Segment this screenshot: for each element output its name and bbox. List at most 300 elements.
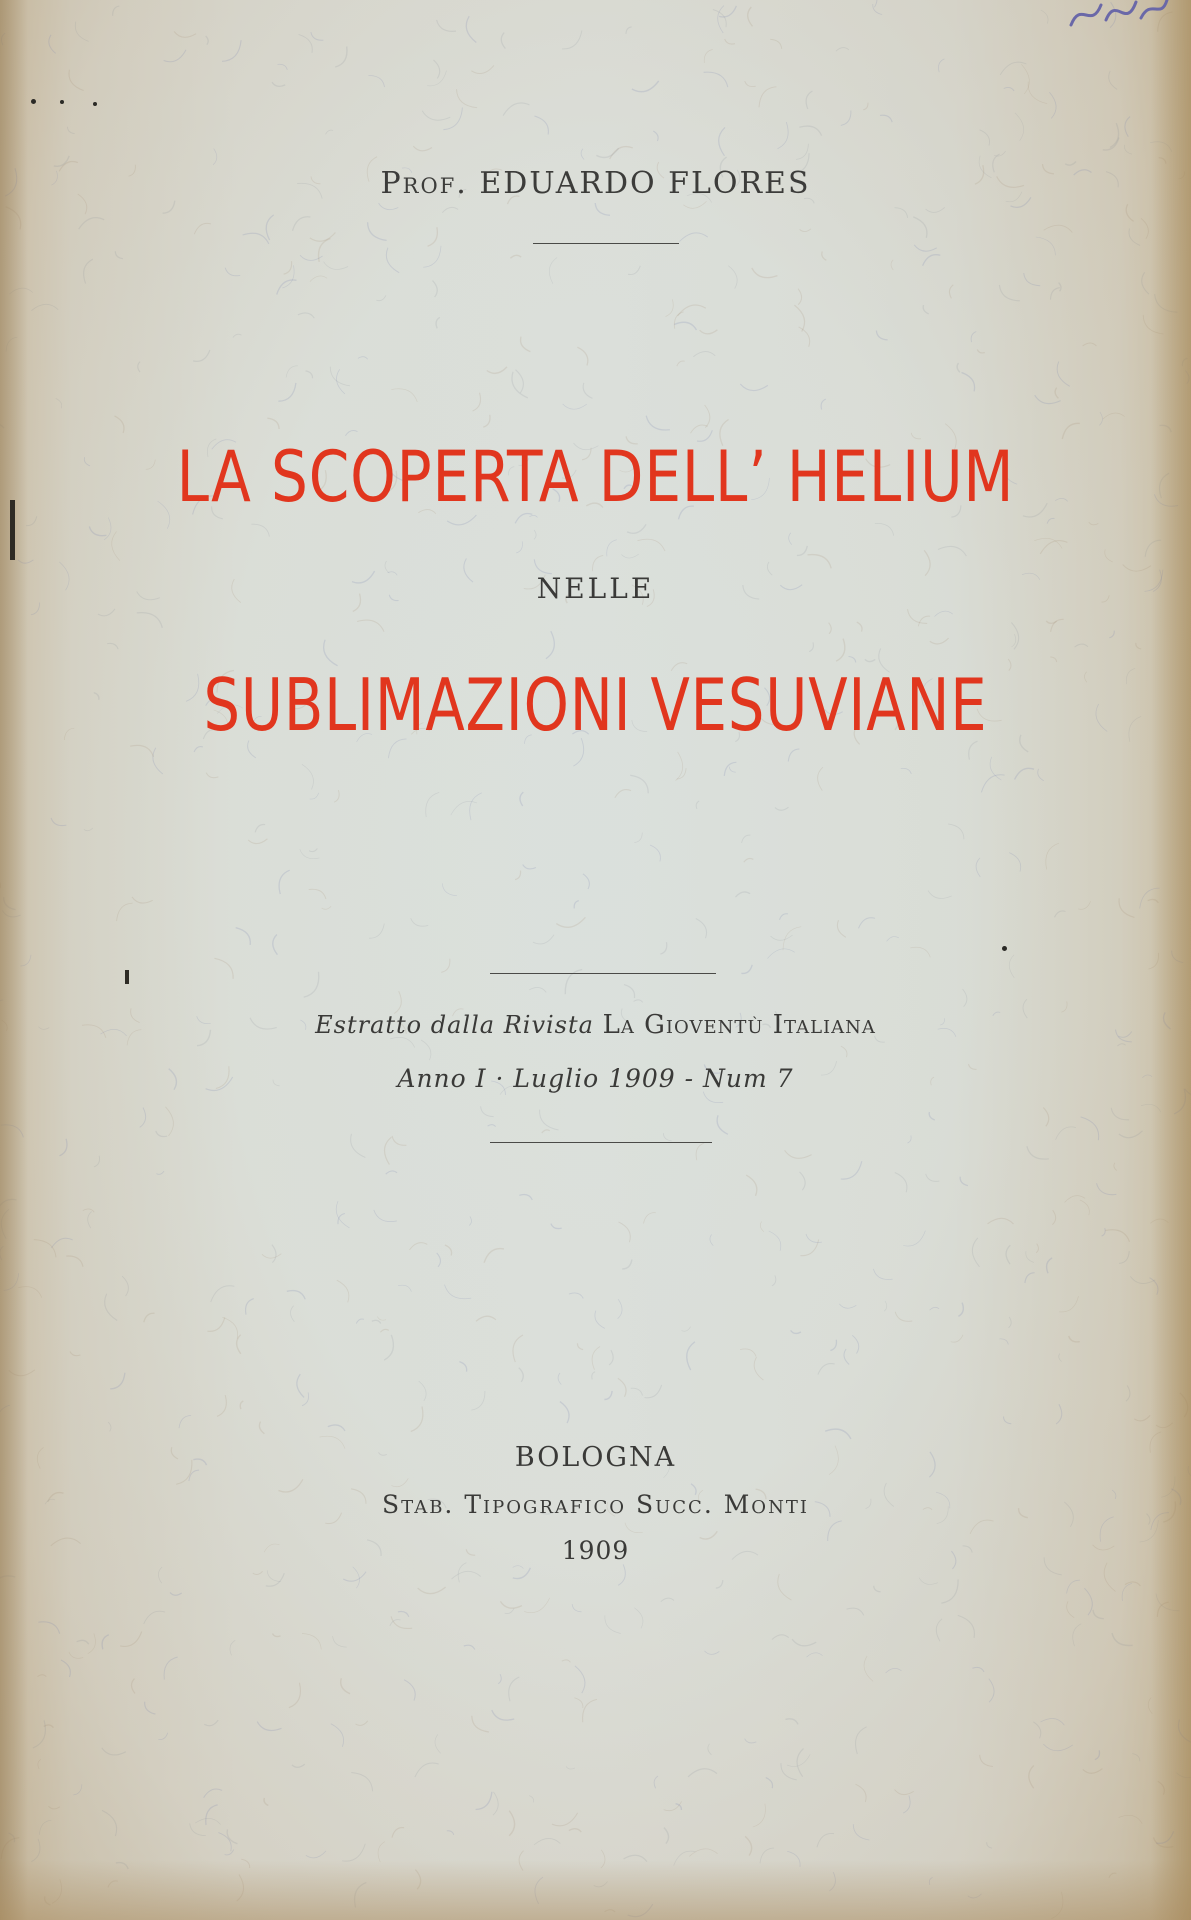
paper-fiber [428, 227, 438, 246]
paper-fiber [282, 265, 294, 288]
paper-fiber [949, 285, 953, 299]
paper-fiber [310, 233, 336, 242]
paper-fiber [1035, 395, 1061, 403]
paper-fiber [1029, 1766, 1034, 1789]
paper-fiber [663, 1133, 671, 1141]
paper-fiber [236, 928, 251, 945]
paper-fiber [809, 642, 813, 651]
paper-fiber [38, 1759, 41, 1769]
paper-fiber [535, 116, 549, 135]
paper-fiber [351, 1134, 366, 1158]
paper-fiber [64, 728, 74, 740]
paper-fiber [1059, 1296, 1078, 1312]
paper-fiber [98, 609, 115, 616]
paper-fiber [935, 611, 953, 616]
paper-fiber [533, 935, 554, 944]
paper-fiber [1142, 272, 1149, 294]
paper-fiber [970, 1520, 993, 1534]
paper-fiber [989, 1679, 994, 1703]
paper-fiber [742, 835, 751, 843]
paper-fiber [990, 757, 1001, 780]
paper-fiber [437, 20, 456, 31]
paper-fiber [302, 764, 314, 789]
rule-below-issue [490, 1142, 712, 1143]
paper-fiber [1015, 768, 1034, 779]
paper-fiber [84, 259, 93, 283]
paper-fiber [903, 1231, 925, 1246]
paper-fiber [857, 622, 862, 632]
paper-fiber [470, 793, 482, 820]
paper-fiber [1114, 1163, 1117, 1171]
paper-fiber [745, 1836, 751, 1855]
paper-fiber [1041, 1718, 1065, 1725]
paper-fiber [272, 82, 285, 86]
paper-fiber [335, 47, 347, 68]
paper-fiber [562, 31, 582, 49]
paper-fiber [693, 352, 715, 357]
paper-fiber [610, 147, 633, 159]
paper-fiber [799, 126, 821, 136]
paper-fiber [356, 1721, 368, 1726]
paper-fiber [677, 768, 686, 779]
paper-fiber [895, 1173, 907, 1193]
paper-fiber [741, 965, 752, 974]
paper-fiber [113, 6, 120, 16]
paper-fiber [729, 767, 735, 773]
paper-fiber [273, 935, 278, 955]
paper-fiber [89, 527, 106, 536]
paper-fiber [704, 72, 728, 87]
paper-fiber [519, 1368, 523, 1382]
paper-fiber [562, 1660, 571, 1662]
paper-fiber [654, 1776, 658, 1788]
author-line [0, 166, 1191, 201]
paper-fiber [710, 1235, 713, 1246]
paper-fiber [368, 75, 384, 87]
paper-fiber [132, 897, 153, 903]
paper-fiber [385, 1137, 392, 1164]
paper-fiber [384, 1335, 393, 1360]
paper-fiber [286, 366, 298, 378]
paper-fiber [487, 367, 507, 373]
paper-fiber [56, 398, 62, 408]
paper-fiber [509, 1811, 514, 1836]
paper-fiber [841, 1161, 862, 1179]
paper-fiber [923, 305, 929, 314]
paper-fiber [166, 1107, 174, 1136]
paper-fiber [696, 801, 699, 809]
paper-fiber [458, 1563, 466, 1583]
paper-fiber [272, 1245, 276, 1263]
paper-fiber [472, 1716, 489, 1732]
paper-fiber [1009, 1317, 1012, 1328]
paper-fiber [306, 1851, 326, 1858]
paper-fiber [683, 201, 706, 208]
paper-fiber [110, 1373, 125, 1389]
paper-fiber [326, 130, 334, 134]
paper-fiber [849, 657, 856, 663]
paper-fiber [68, 127, 75, 134]
paper-fiber [1119, 1131, 1143, 1138]
paper-fiber [1033, 1722, 1041, 1739]
paper-fiber [713, 10, 726, 28]
paper-fiber [115, 416, 124, 433]
paper-fiber [705, 405, 710, 428]
paper-fiber [592, 1372, 595, 1380]
paper-fiber [605, 1615, 621, 1633]
paper-fiber [1028, 82, 1047, 104]
paper-fiber [225, 268, 240, 276]
paper-fiber [1078, 901, 1090, 909]
paper-fiber [488, 1125, 496, 1127]
paper-fiber [69, 1652, 83, 1658]
paper-fiber [493, 1792, 498, 1815]
title-line-1: LA SCOPERTA DELL’ HELIUM [176, 436, 1015, 518]
paper-fiber [1011, 623, 1018, 650]
paper-fiber [358, 357, 368, 360]
paper-fiber [874, 1586, 881, 1592]
paper-fiber [619, 1222, 631, 1242]
paper-fiber [322, 906, 332, 909]
extract-line [0, 1010, 1191, 1040]
paper-fiber [190, 1823, 206, 1835]
paper-fiber [409, 1243, 427, 1250]
paper-fiber [664, 1828, 669, 1844]
paper-fiber [170, 1593, 182, 1596]
paper-fiber [498, 1674, 501, 1684]
paper-fiber [800, 1172, 806, 1190]
paper-fiber [876, 331, 887, 340]
paper-fiber [748, 7, 753, 26]
paper-fiber [717, 1115, 728, 1134]
paper-fiber [540, 1110, 559, 1130]
paper-fiber [1126, 204, 1133, 221]
paper-fiber [1124, 145, 1131, 154]
paper-fiber [310, 276, 327, 282]
paper-fiber [1027, 1146, 1049, 1159]
paper-fiber [452, 1571, 481, 1579]
paper-fiber [847, 1608, 864, 1615]
paper-fiber [1080, 1200, 1089, 1215]
paper-fiber [551, 1224, 562, 1229]
paper-fiber [1009, 853, 1021, 872]
paper-fiber [273, 1634, 281, 1637]
paper-fiber [368, 222, 387, 240]
paper-fiber [376, 295, 386, 300]
paper-fiber [577, 1343, 583, 1349]
paper-fiber [918, 616, 930, 626]
paper-fiber [718, 6, 724, 33]
paper-fiber [1036, 237, 1056, 255]
paper-fiber [760, 1222, 764, 1232]
paper-fiber [976, 858, 980, 877]
paper-fiber [1110, 123, 1119, 147]
imprint-printer: Stab. Tipografico Succ. Monti [382, 1490, 809, 1519]
paper-fiber [1047, 1258, 1053, 1273]
paper-fiber [337, 1280, 349, 1302]
paper-fiber [778, 1574, 792, 1600]
paper-fiber [415, 1763, 439, 1777]
paper-fiber [88, 1212, 92, 1229]
paper-fiber [435, 1734, 441, 1753]
paper-fiber [674, 312, 683, 329]
paper-fiber [556, 917, 585, 927]
paper-fiber [971, 332, 976, 343]
paper-fiber [398, 1612, 409, 1617]
paper-fiber [33, 1720, 46, 1748]
paper-fiber [411, 1407, 423, 1432]
paper-fiber [94, 1156, 100, 1167]
paper-fiber [73, 1784, 82, 1795]
paper-fiber [948, 824, 964, 839]
paper-fiber [910, 947, 930, 957]
rule-under-author [533, 243, 679, 244]
binding-staple-mark [10, 500, 15, 560]
paper-fiber [233, 334, 242, 337]
paper-fiber [913, 217, 927, 238]
paper-fiber [977, 350, 985, 353]
paper-fiber [289, 1683, 301, 1708]
paper-fiber [818, 767, 823, 790]
paper-fiber [1034, 538, 1062, 548]
issue-line: Anno I · Luglio 1909 - Num 7 [397, 1064, 794, 1093]
paper-fiber [725, 39, 735, 44]
paper-fiber [351, 1773, 372, 1792]
paper-fiber [31, 1839, 40, 1862]
paper-fiber [621, 554, 638, 558]
paper-fiber [595, 1311, 605, 1329]
paper-fiber [869, 0, 877, 7]
paper-fiber [213, 149, 217, 165]
paper-fiber [534, 530, 536, 539]
paper-fiber [102, 1810, 117, 1836]
paper-fiber [1119, 1815, 1143, 1823]
paper-fiber [958, 1615, 975, 1638]
paper-fiber [572, 1604, 581, 1612]
paper-fiber [391, 1616, 412, 1628]
paper-fiber [372, 1320, 381, 1323]
paper-fiber [1049, 92, 1056, 118]
paper-fiber [853, 1824, 869, 1840]
paper-fiber [277, 280, 297, 295]
paper-fiber [473, 393, 481, 411]
paper-fiber [521, 337, 531, 352]
imprint-city: BOLOGNA [514, 1442, 677, 1473]
paper-fiber [163, 201, 175, 214]
paper-fiber [873, 4, 882, 15]
paper-fiber [638, 539, 666, 551]
paper-fiber [864, 1656, 873, 1681]
paper-fiber [1141, 218, 1148, 239]
paper-fiber [513, 1568, 531, 1579]
paper-fiber [634, 833, 642, 843]
paper-fiber [284, 261, 292, 274]
paper-fiber [887, 937, 899, 942]
paper-fiber [622, 1260, 632, 1269]
paper-fiber [901, 768, 912, 774]
paper-fiber [884, 1301, 887, 1311]
paper-fiber [492, 1710, 514, 1720]
paper-fiber [938, 546, 966, 556]
paper-fiber [1056, 1127, 1076, 1140]
paper-fiber [677, 361, 685, 366]
paper-fiber [822, 252, 827, 261]
paper-fiber [1052, 1210, 1055, 1224]
paper-fiber [445, 1285, 472, 1299]
paper-fiber [618, 1564, 625, 1585]
paper-fiber [687, 1342, 695, 1370]
paper-fiber [781, 1763, 797, 1780]
paper-fiber [442, 207, 458, 212]
paper-fiber [775, 807, 789, 810]
paper-fiber [963, 989, 967, 1007]
paper-fiber [716, 1580, 723, 1588]
paper-fiber [164, 1657, 178, 1680]
paper-fiber [501, 33, 505, 49]
paper-fiber [513, 1335, 523, 1362]
paper-fiber [225, 1850, 234, 1855]
paper-fiber [523, 865, 536, 869]
paper-fiber [682, 1327, 691, 1332]
paper-fiber [356, 1319, 364, 1324]
paper-fiber [999, 285, 1019, 301]
paper-fiber [962, 373, 975, 392]
paper-fiber [529, 987, 546, 992]
paper-fiber [102, 1635, 109, 1650]
paper-fiber [300, 255, 323, 260]
paper-fiber [926, 1174, 940, 1181]
paper-fiber [217, 1395, 226, 1416]
paper-fiber [1046, 843, 1059, 869]
paper-fiber [728, 266, 737, 289]
paper-fiber [644, 1213, 656, 1224]
paper-fiber [1004, 87, 1014, 91]
paper-fiber [164, 50, 186, 62]
paper-fiber [70, 1352, 80, 1356]
paper-fiber [772, 1275, 776, 1286]
paper-fiber [865, 659, 875, 661]
author-name: EDUARDO FLORES [479, 166, 811, 201]
paper-fiber [836, 48, 849, 52]
paper-fiber [345, 430, 357, 435]
paper-fiber [1103, 413, 1125, 419]
paper-fiber [1122, 1583, 1132, 1601]
paper-fiber [1126, 1386, 1130, 1402]
paper-fiber [930, 1307, 940, 1310]
paper-fiber [392, 1136, 406, 1145]
paper-fiber [1084, 672, 1086, 683]
paper-fiber [1073, 1624, 1082, 1646]
paper-fiber [427, 71, 446, 86]
paper-fiber [51, 1238, 72, 1248]
paper-fiber [353, 1567, 360, 1589]
paper-fiber [120, 1632, 142, 1647]
paper-fiber [240, 1401, 243, 1409]
paper-fiber [837, 920, 846, 937]
paper-fiber [398, 1285, 411, 1291]
paper-fiber [604, 1391, 612, 1400]
paper-fiber [319, 239, 331, 262]
paper-fiber [1065, 1196, 1085, 1203]
paper-fiber [759, 87, 776, 108]
paper-fiber [895, 1312, 912, 1322]
paper-fiber [84, 828, 93, 831]
paper-fiber [386, 248, 399, 273]
paper-fiber [158, 1733, 167, 1740]
paper-fiber [957, 363, 960, 372]
paper-fiber [903, 1796, 910, 1814]
paper-fiber [422, 111, 450, 120]
paper-fiber [516, 541, 522, 553]
paper-fiber [631, 1388, 643, 1395]
paper-fiber [886, 1668, 902, 1673]
paper-fiber [569, 1829, 581, 1832]
paper-fiber [691, 425, 708, 433]
paper-fiber [841, 111, 851, 126]
paper-fiber [1036, 1244, 1038, 1253]
paper-fiber [84, 457, 90, 466]
paper-fiber [1069, 1336, 1080, 1342]
paper-fiber [377, 1317, 386, 1321]
paper-fiber [145, 1702, 156, 1714]
paper-fiber [386, 1171, 397, 1174]
paper-fiber [632, 81, 659, 92]
paper-fiber [960, 1177, 968, 1186]
paper-fiber [222, 1317, 237, 1338]
title-line-2: SUBLIMAZIONI VESUVIANE [203, 663, 988, 747]
paper-fiber [936, 1619, 942, 1641]
paper-fiber [800, 229, 811, 232]
paper-fiber [999, 1339, 1008, 1345]
paper-fiber [69, 70, 84, 91]
paper-fiber [132, 1679, 135, 1694]
paper-fiber [466, 16, 476, 42]
paper-fiber [1105, 1230, 1129, 1242]
paper-fiber [298, 313, 314, 318]
paper-fiber [817, 1833, 834, 1847]
paper-fiber [771, 935, 793, 940]
paper-fiber [515, 871, 520, 880]
paper-fiber [724, 762, 736, 776]
paper-fiber [1000, 62, 1026, 75]
paper-fiber [1043, 1108, 1048, 1127]
paper-fiber [923, 255, 941, 266]
paper-fiber [266, 1573, 285, 1586]
paper-fiber [800, 1240, 818, 1256]
paper-fiber [549, 258, 557, 284]
paper-fiber [928, 891, 952, 899]
paper-fiber [1083, 1769, 1103, 1774]
paper-fiber [471, 1391, 485, 1410]
paper-fiber [222, 40, 241, 61]
paper-fiber [1129, 716, 1141, 741]
paper-fiber [1067, 1601, 1075, 1617]
paper-fiber [476, 1316, 496, 1321]
paper-fiber [324, 262, 349, 270]
ink-speck [93, 102, 97, 106]
paper-fiber [583, 383, 592, 399]
paper-fiber [630, 775, 648, 793]
paper-fiber [1097, 1183, 1117, 1194]
paper-fiber [1099, 412, 1102, 425]
paper-fiber [766, 1778, 773, 1789]
paper-fiber [391, 1478, 408, 1486]
paper-fiber [510, 255, 521, 258]
paper-fiber [1111, 1108, 1129, 1120]
paper-fiber [300, 849, 320, 858]
paper-fiber [441, 959, 450, 973]
paper-fiber [195, 1818, 220, 1824]
